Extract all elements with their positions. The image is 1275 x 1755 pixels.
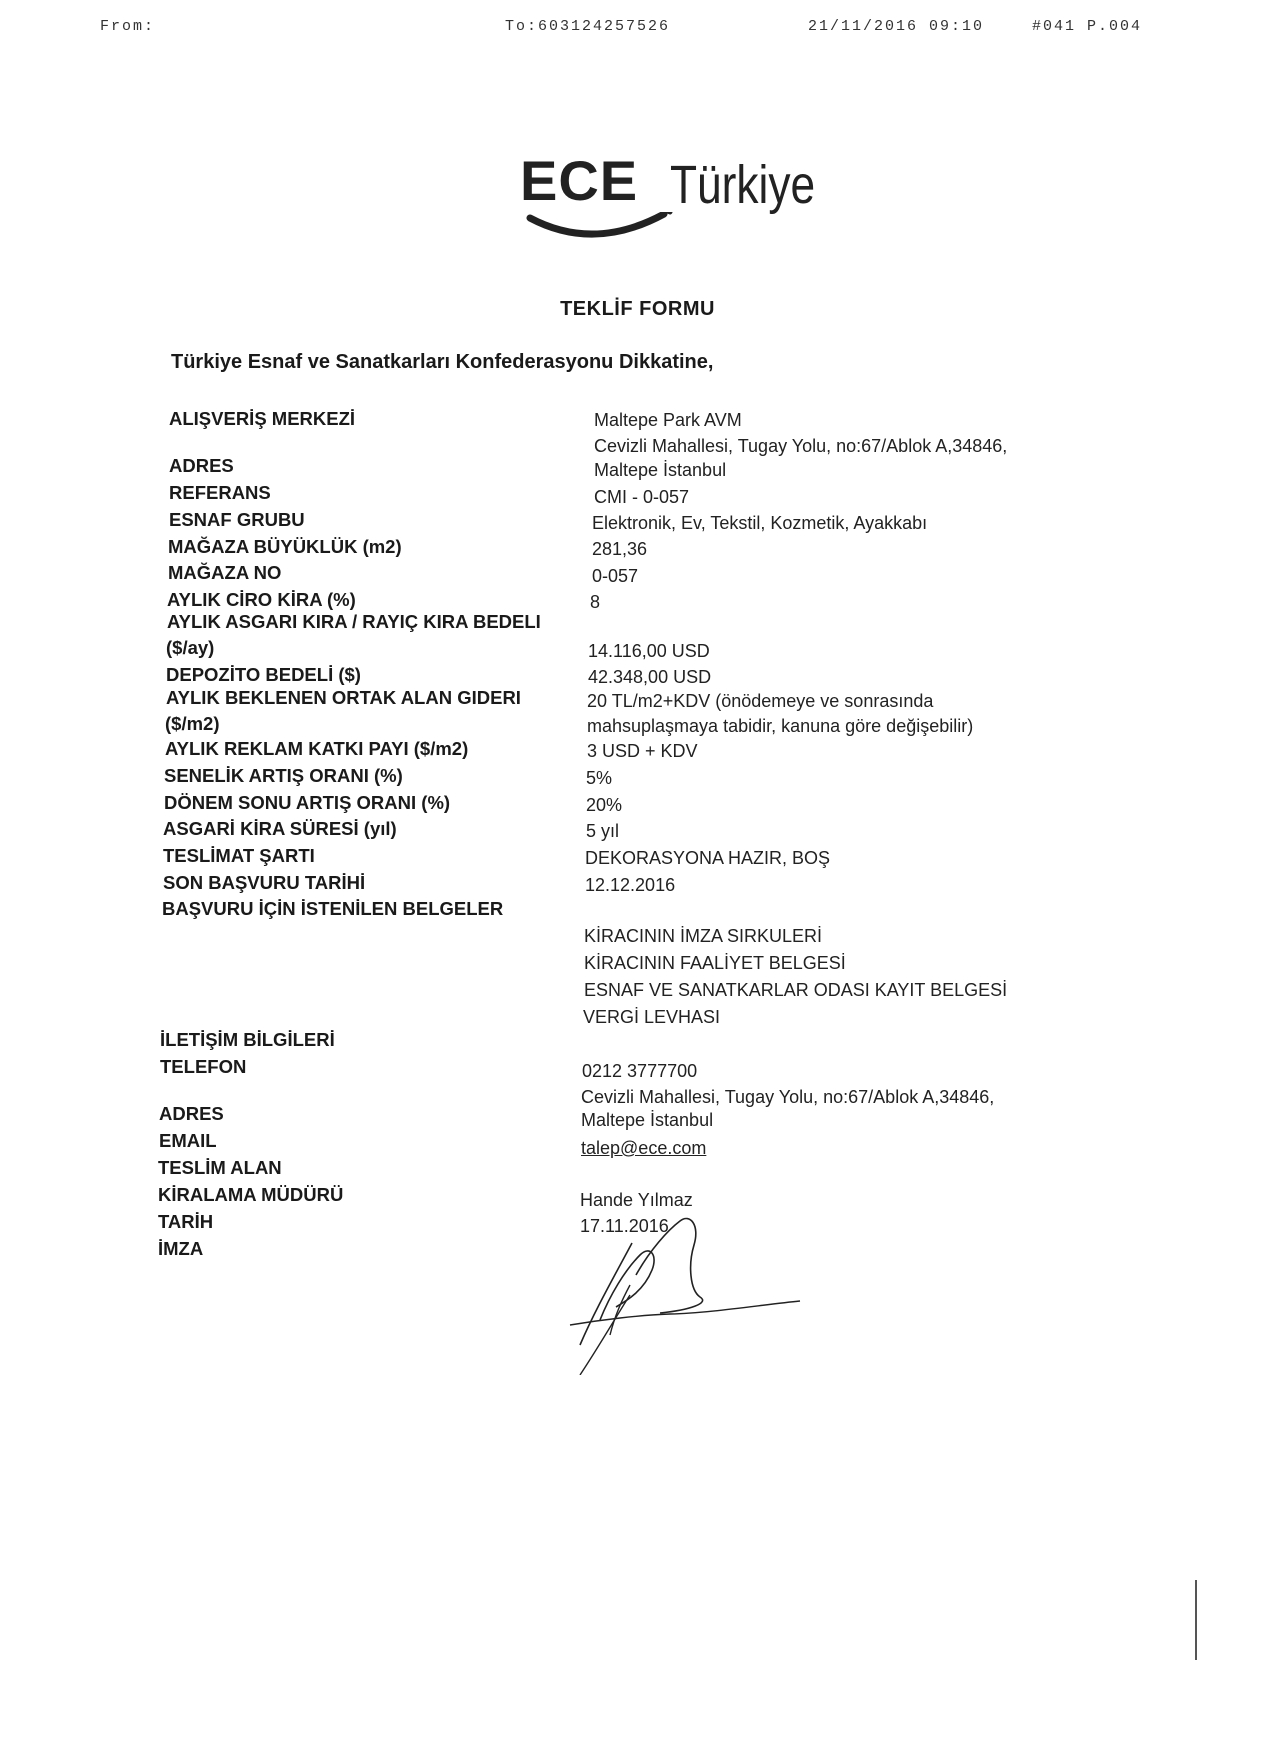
document-item: ESNAF VE SANATKARLAR ODASI KAYIT BELGESİ (584, 980, 1008, 1000)
contact-heading: İLETİŞİM BİLGİLERİ (160, 1029, 335, 1050)
value-reference: CMI - 0-057 (594, 487, 690, 507)
addressee-line: Türkiye Esnaf ve Sanatkarları Konfederasyonu Dikkatine, (171, 351, 714, 373)
label-reference: REFERANS (169, 482, 271, 503)
logo-ece-text: ECE (520, 149, 639, 212)
fax-page-number: #041 P.004 (1032, 18, 1143, 35)
value-store-size: 281,36 (592, 539, 648, 559)
value-contact-address-line-2: Maltepe İstanbul (581, 1110, 714, 1130)
value-deposit: 42.348,00 USD (588, 667, 712, 687)
label-date: TARİH (158, 1211, 214, 1232)
label-term-end-increase: DÖNEM SONU ARTIŞ ORANI (%) (164, 792, 451, 813)
label-delivery-condition: TESLİMAT ŞARTI (163, 845, 315, 866)
value-phone: 0212 3777700 (582, 1061, 698, 1081)
value-min-lease-term: 5 yıl (586, 821, 620, 841)
fax-header (0, 18, 1275, 42)
label-deposit: DEPOZİTO BEDELİ ($) (166, 664, 361, 685)
value-contact-address-line-1: Cevizli Mahallesi, Tugay Yolu, no:67/Ablok A,34846, (581, 1087, 995, 1107)
label-address: ADRES (169, 455, 234, 476)
value-date: 17.11.2016 (580, 1216, 669, 1236)
scan-margin-mark (1195, 1580, 1197, 1660)
value-address-line-2: Maltepe İstanbul (594, 460, 727, 480)
label-shopping-center: ALIŞVERİŞ MERKEZİ (169, 408, 356, 429)
label-received-by: TESLİM ALAN (158, 1157, 282, 1178)
label-email: EMAIL (159, 1130, 217, 1151)
value-term-end-increase: 20% (586, 795, 623, 815)
label-required-documents: BAŞVURU İÇİN İSTENİLEN BELGELER (162, 898, 504, 919)
value-min-rent: 14.116,00 USD (588, 641, 710, 661)
value-turnover-rent: 8 (590, 592, 601, 612)
label-ad-contribution: AYLIK REKLAM KATKI PAYI ($/m2) (165, 738, 469, 759)
email-link[interactable]: talep@ece.com (581, 1138, 707, 1158)
label-application-deadline: SON BAŞVURU TARİHİ (163, 872, 366, 893)
label-leasing-manager: KİRALAMA MÜDÜRÜ (158, 1184, 344, 1205)
fax-from: From: (100, 18, 156, 35)
value-shopping-center: Maltepe Park AVM (594, 410, 742, 430)
label-annual-increase: SENELİK ARTIŞ ORANI (%) (164, 765, 403, 786)
value-delivery-condition: DEKORASYONA HAZIR, BOŞ (585, 848, 831, 868)
label-turnover-rent: AYLIK CİRO KİRA (%) (167, 589, 356, 610)
form-title: TEKLİF FORMU (560, 298, 715, 320)
label-store-no: MAĞAZA NO (168, 562, 282, 583)
value-common-area-line-1: 20 TL/m2+KDV (önödemeye ve sonrasında (587, 691, 934, 711)
fax-datetime: 21/11/2016 09:10 (808, 18, 985, 35)
logo-swoosh-icon (524, 212, 674, 248)
label-common-area-line-2: ($/m2) (165, 713, 220, 734)
document-item: KİRACININ İMZA SIRKULERİ (584, 926, 823, 946)
value-store-no: 0-057 (592, 566, 639, 586)
handwritten-signature (540, 1215, 820, 1375)
label-common-area-line-1: AYLIK BEKLENEN ORTAK ALAN GIDERI (166, 687, 521, 708)
fax-recipient-number: To:603124257526 (505, 18, 671, 35)
ece-turkiye-logo (520, 140, 840, 250)
document-item: KİRACININ FAALİYET BELGESİ (584, 953, 846, 973)
label-contact-address: ADRES (159, 1103, 224, 1124)
label-min-lease-term: ASGARİ KİRA SÜRESİ (yıl) (163, 818, 397, 839)
value-leasing-manager: Hande Yılmaz (580, 1190, 693, 1210)
label-min-rent-line-2: ($/ay) (166, 637, 215, 658)
value-application-deadline: 12.12.2016 (585, 875, 676, 895)
label-store-size: MAĞAZA BÜYÜKLÜK (m2) (168, 536, 402, 557)
label-signature: İMZA (158, 1238, 204, 1259)
label-min-rent-line-1: AYLIK ASGARI KIRA / RAYIÇ KIRA BEDELI (167, 611, 541, 632)
value-address-line-1: Cevizli Mahallesi, Tugay Yolu, no:67/Ablok A,34846, (594, 436, 1008, 456)
value-ad-contribution: 3 USD + KDV (587, 741, 698, 761)
value-trade-group: Elektronik, Ev, Tekstil, Kozmetik, Ayakkabı (592, 513, 928, 533)
logo-turkiye-text: Türkiye (670, 155, 816, 215)
value-common-area-line-2: mahsuplaşmaya tabidir, kanuna göre değişebilir) (587, 716, 974, 736)
label-phone: TELEFON (160, 1056, 247, 1077)
document-item: VERGİ LEVHASI (583, 1007, 721, 1027)
value-annual-increase: 5% (586, 768, 613, 788)
label-trade-group: ESNAF GRUBU (169, 509, 305, 530)
